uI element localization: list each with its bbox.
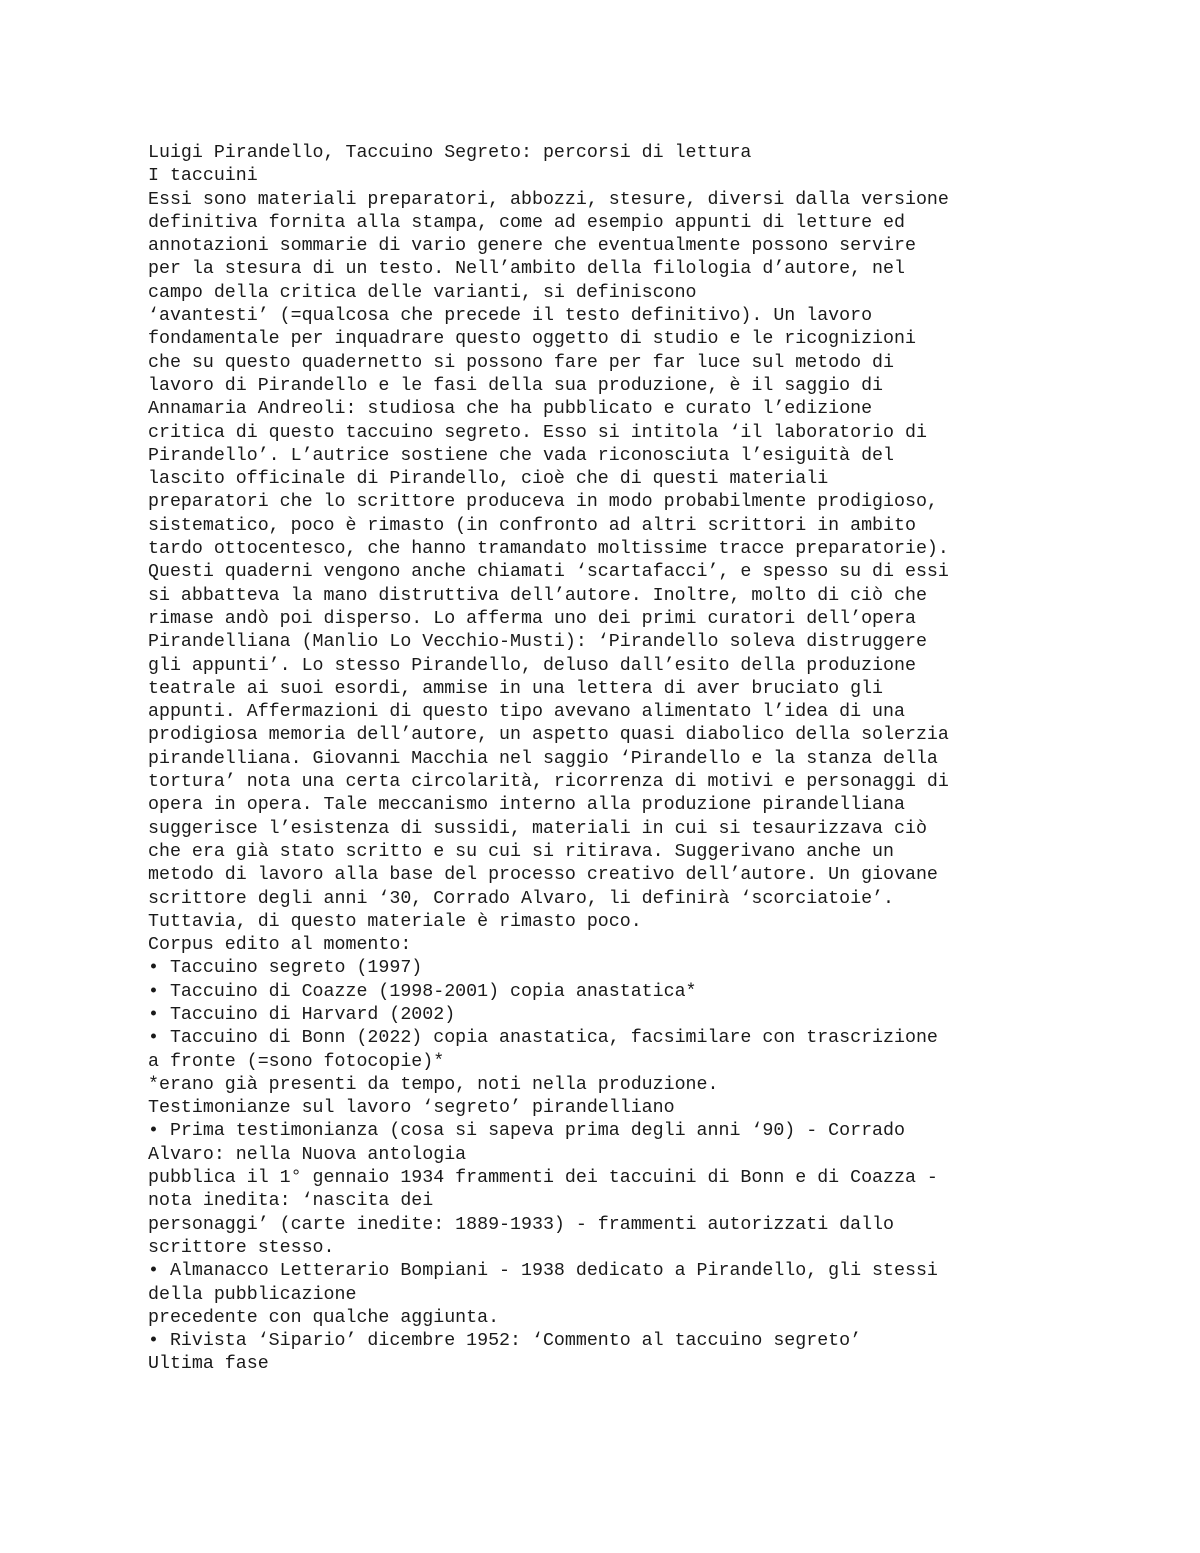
list-item: • Prima testimonianza (cosa si sapeva prima degli anni ‘90) - Corrado xyxy=(148,1121,905,1142)
text-line: si abbatteva la mano distruttiva dell’autore. Inoltre, molto di ciò che xyxy=(148,585,927,606)
document-title: Luigi Pirandello, Taccuino Segreto: percorsi di lettura xyxy=(148,143,752,163)
text-line: fondamentale per inquadrare questo oggetto di studio e le ricognizioni xyxy=(148,329,916,350)
text-line: preparatori che lo scrittore produceva in modo probabilmente prodigioso, xyxy=(148,492,938,513)
document-page xyxy=(148,142,1148,1377)
text-line: sistematico, poco è rimasto (in confronto ad altri scrittori in ambito xyxy=(148,515,916,536)
text-line: annotazioni sommarie di vario genere che eventualmente possono servire xyxy=(148,236,916,257)
list-item: • Taccuino di Bonn (2022) copia anastatica, facsimilare con trascrizione xyxy=(148,1028,938,1049)
text-line: ‘avantesti’ (=qualcosa che precede il testo definitivo). Un lavoro xyxy=(148,306,873,327)
text-line: che era già stato scritto e su cui si ritirava. Suggerivano anche un xyxy=(148,841,894,862)
text-line: Pirandello’. L’autrice sostiene che vada riconosciuta l’esiguità del xyxy=(148,445,894,466)
text-line: appunti. Affermazioni di questo tipo avevano alimentato l’idea di una xyxy=(148,702,905,723)
text-line: tortura’ nota una certa circolarità, ricorrenza di motivi e personaggi di xyxy=(148,772,949,793)
text-line: teatrale ai suoi esordi, ammise in una lettera di aver bruciato gli xyxy=(148,678,884,699)
list-item-continuation: scrittore stesso. xyxy=(148,1237,335,1258)
list-item-continuation: a fronte (=sono fotocopie)* xyxy=(148,1051,445,1072)
list-item-continuation: nota inedita: ‘nascita dei xyxy=(148,1191,434,1212)
list-item: • Taccuino di Harvard (2002) xyxy=(148,1004,456,1025)
footnote: *erano già presenti da tempo, noti nella produzione. xyxy=(148,1074,719,1095)
text-line: Pirandelliana (Manlio Lo Vecchio-Musti): ‘Pirandello soleva distruggere xyxy=(148,632,927,653)
text-line: Questi quaderni vengono anche chiamati ‘scartafacci’, e spesso su di essi xyxy=(148,562,949,583)
list-item: • Rivista ‘Sipario’ dicembre 1952: ‘Commento al taccuino segreto’ xyxy=(148,1331,862,1352)
list-item-continuation: precedente con qualche aggiunta. xyxy=(148,1307,500,1328)
text-line: gli appunti’. Lo stesso Pirandello, deluso dall’esito della produzione xyxy=(148,655,916,676)
text-line: prodigiosa memoria dell’autore, un aspetto quasi diabolico della solerzia xyxy=(148,725,949,746)
text-line: Essi sono materiali preparatori, abbozzi, stesure, diversi dalla versione xyxy=(148,189,949,210)
text-line: lavoro di Pirandello e le fasi della sua produzione, è il saggio di xyxy=(148,375,884,396)
text-line: suggerisce l’esistenza di sussidi, materiali in cui si tesaurizzava ciò xyxy=(148,818,927,839)
list-item-continuation: della pubblicazione xyxy=(148,1284,357,1305)
section-heading: I taccuini xyxy=(148,166,258,187)
text-line: metodo di lavoro alla base del processo creativo dell’autore. Un giovane xyxy=(148,865,938,886)
list-item: • Almanacco Letterario Bompiani - 1938 dedicato a Pirandello, gli stessi xyxy=(148,1261,938,1282)
list-item-continuation: personaggi’ (carte inedite: 1889-1933) - frammenti autorizzati dallo xyxy=(148,1214,894,1235)
text-line: opera in opera. Tale meccanismo interno alla produzione pirandelliana xyxy=(148,795,905,816)
text-line: Tuttavia, di questo materiale è rimasto poco. xyxy=(148,911,642,932)
text-line: critica di questo taccuino segreto. Esso si intitola ‘il laboratorio di xyxy=(148,422,927,443)
list-item: • Taccuino segreto (1997) xyxy=(148,958,423,979)
section-heading: Corpus edito al momento: xyxy=(148,935,412,956)
text-line: tardo ottocentesco, che hanno tramandato moltissime tracce preparatorie). xyxy=(148,539,949,560)
section-heading: Ultima fase xyxy=(148,1354,269,1375)
text-line: rimase andò poi disperso. Lo afferma uno dei primi curatori dell’opera xyxy=(148,608,916,629)
text-line: pirandelliana. Giovanni Macchia nel saggio ‘Pirandello e la stanza della xyxy=(148,748,938,769)
list-item-continuation: Alvaro: nella Nuova antologia xyxy=(148,1144,467,1165)
text-line: definitiva fornita alla stampa, come ad esempio appunti di letture ed xyxy=(148,212,905,233)
text-line: lascito officinale di Pirandello, cioè che di questi materiali xyxy=(148,469,829,490)
text-line: scrittore degli anni ‘30, Corrado Alvaro, li definirà ‘scorciatoie’. xyxy=(148,888,894,909)
section-heading: Testimonianze sul lavoro ‘segreto’ pirandelliano xyxy=(148,1098,675,1119)
text-line: campo della critica delle varianti, si definiscono xyxy=(148,282,697,303)
text-line: per la stesura di un testo. Nell’ambito della filologia d’autore, nel xyxy=(148,259,905,280)
text-line: Annamaria Andreoli: studiosa che ha pubblicato e curato l’edizione xyxy=(148,399,873,420)
text-line: che su questo quadernetto si possono fare per far luce sul metodo di xyxy=(148,352,894,373)
list-item: • Taccuino di Coazze (1998-2001) copia anastatica* xyxy=(148,981,697,1002)
list-item-continuation: pubblica il 1° gennaio 1934 frammenti dei taccuini di Bonn e di Coazza - xyxy=(148,1168,938,1189)
